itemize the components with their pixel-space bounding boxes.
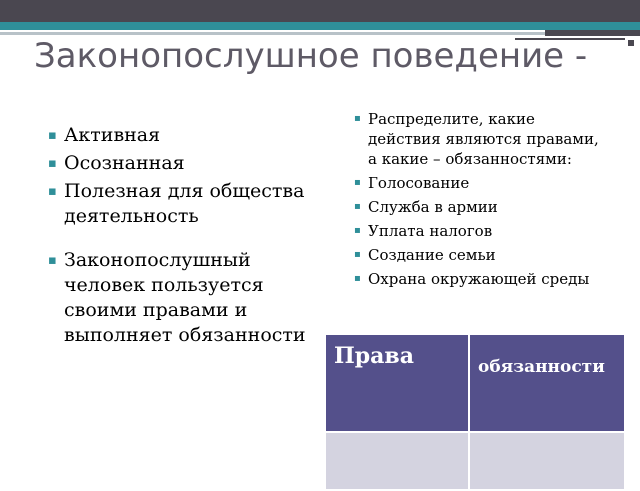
list-item: ▪ Полезная для общества деятельность [48, 179, 308, 229]
rights-header: Права [325, 334, 469, 432]
list-item: ▪ Активная [48, 123, 308, 148]
list-item: ▪ Создание семьи [354, 245, 604, 265]
rights-cell [325, 432, 469, 490]
list-item: ▪ Осознанная [48, 151, 308, 176]
decor-square [628, 40, 634, 46]
list-item: ▪ Уплата налогов [354, 221, 604, 241]
table-row [325, 432, 625, 490]
duties-header: обязанности [469, 334, 625, 432]
header-bar [0, 0, 640, 22]
left-bullet-list [48, 123, 308, 351]
header-stripe [0, 32, 640, 35]
rights-duties-table [324, 333, 626, 491]
task-instruction: ▪ Распределите, какие действия являются правами, а какие – обязанностями: [354, 109, 604, 169]
duties-cell [469, 432, 625, 490]
list-item: ▪ Охрана окружающей среды [354, 269, 604, 289]
table-header-row [325, 334, 625, 432]
right-bullet-list [354, 109, 604, 293]
list-item: ▪ Служба в армии [354, 197, 604, 217]
slide-title: Законопослушное поведение - [34, 36, 588, 76]
list-item: ▪ Законопослушный человек пользуется своими правами и выполняет обязанности [48, 248, 308, 348]
header-accent-bar [0, 22, 640, 30]
list-item: ▪ Голосование [354, 173, 604, 193]
